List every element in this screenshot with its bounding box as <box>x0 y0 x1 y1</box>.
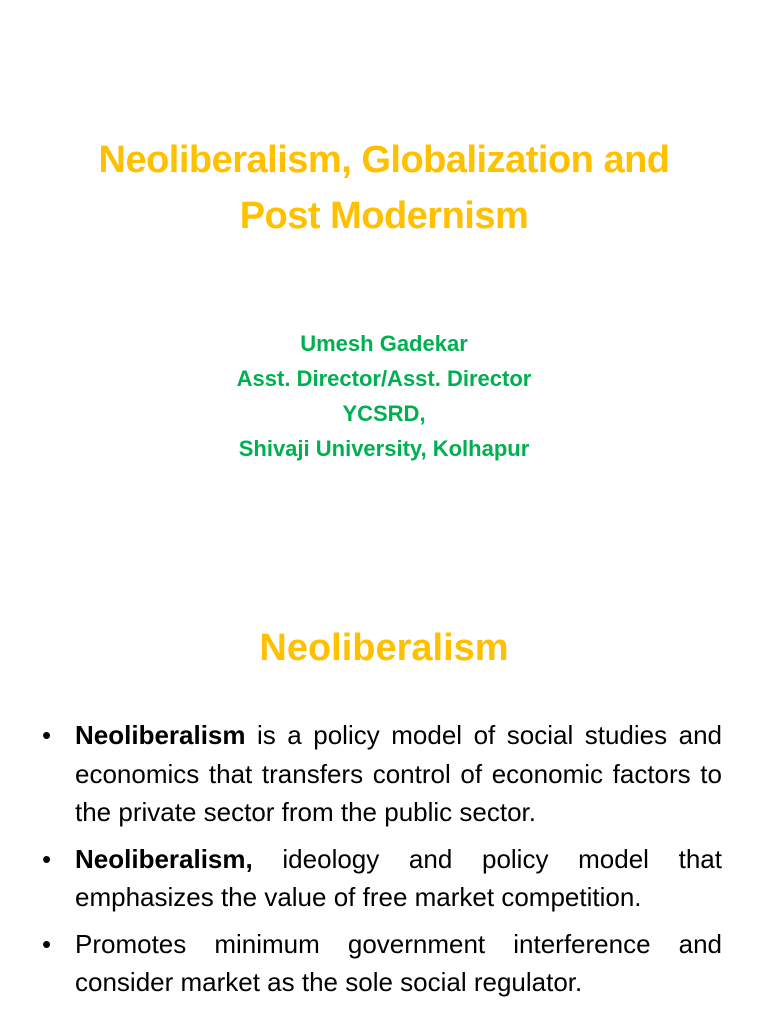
content-slide <box>0 576 768 1024</box>
bullet-icon: • <box>42 843 52 874</box>
section-title: Neoliberalism <box>259 627 509 669</box>
bullet-list <box>40 716 722 1010</box>
author-institution: Shivaji University, Kolhapur <box>238 436 530 461</box>
bullet-icon: • <box>42 928 52 959</box>
author-name: Umesh Gadekar <box>300 331 468 356</box>
title-line-2: Post Modernism <box>239 195 529 237</box>
bullet-term: Neoliberalism, <box>75 843 253 874</box>
bullet-text: is a policy model of social studies and economics that transfers control of economic factors to the private sector from the public sector. <box>75 720 722 827</box>
bullet-term: Neoliberalism <box>75 720 246 750</box>
bullet-text: Promotes minimum government interference and consider market as the sole social regulator. <box>75 928 722 997</box>
author-designation: Asst. Director/Asst. Director <box>236 366 532 391</box>
bullet-item <box>40 840 722 917</box>
title-line-1: Neoliberalism, Globalization and <box>98 139 670 181</box>
presentation-title <box>0 132 768 244</box>
bullet-text: ideology and policy model that emphasizes the value of free market competition. <box>75 843 722 912</box>
bullet-item <box>40 925 722 1002</box>
author-department: YCSRD, <box>342 401 426 426</box>
bullet-icon: • <box>42 720 52 750</box>
author-info <box>0 326 768 466</box>
bullet-item <box>40 716 722 832</box>
